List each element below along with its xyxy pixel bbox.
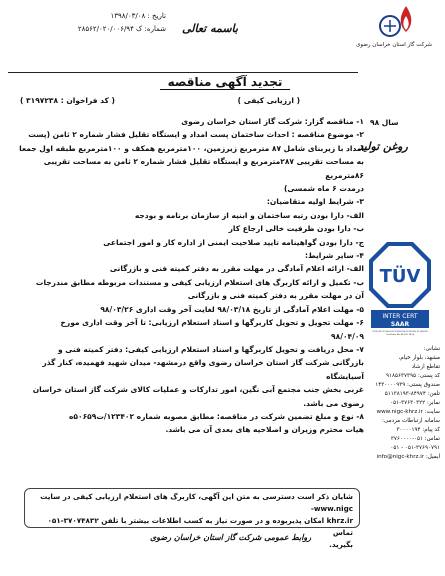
footer-line: بگیرید.	[329, 540, 353, 549]
bismillah: باسمه تعالی	[182, 22, 238, 35]
contact-line: مشهد، بلوار خیام،	[398, 355, 440, 361]
body-line: ۶- مهلت تحویل و تحویل کاربرگها و اسناد استعلام ارزیابی: تا آخر وقت اداری مورخ	[60, 318, 364, 328]
contact-line: نشانی:	[423, 346, 440, 352]
tuv-brand: TÜV	[379, 266, 421, 287]
footer-line: شایان ذکر است دسترسی به متن این آگهی، کاربرگ های استعلام ارزیابی کیفی در سایت www.nigc-	[40, 492, 353, 513]
contact-line: کد پستی: ۹۱۸۵۶۳۷۳۹۵	[386, 373, 440, 379]
body-line: ۸- نوع و مبلغ تضمین شرکت در مناقصه: مطابق مصوبه شماره ۱۲۳۴۰۲/ت۵۰۶۵۹ه	[68, 411, 364, 421]
contact-line[interactable]: ایمیل: info@nigc-khrz.ir	[376, 454, 440, 460]
body-line: رضوی می باشد.	[303, 398, 364, 408]
body-line: ۴- سایر شرایط:	[304, 251, 364, 261]
tuv-certification-badge	[367, 240, 433, 336]
contact-line: تلفن: ۸۴۹۷۴-۵۱۱۳۸۱۹۳	[384, 391, 440, 397]
contact-line: کد پیام: ۳۰۰۰۰۱۹۴	[396, 427, 440, 433]
contact-line[interactable]: سایت: www.nigc-khrz.ir	[376, 409, 440, 415]
body-line: ۱- مناقصه گزار: شرکت گاز استان خراسان رضوی	[181, 117, 364, 126]
tuv-standards: ISO 9001:2015, ISO 14001:2015, ISO 45001:2018, ISO 10002:2014, ISO 10004:2018	[372, 332, 428, 333]
tuv-line1: INTER CERT	[382, 313, 418, 320]
flame-drop-logo-icon	[354, 2, 434, 42]
announcement-body	[18, 115, 364, 437]
company-name: شرکت گاز استان خراسان رضوی	[356, 42, 432, 48]
contact-info	[366, 345, 440, 462]
body-line: درمدت ۶ ماه شمسی)	[283, 184, 364, 194]
side-year: سال ۹۸	[370, 118, 399, 127]
body-line: آن در مهلت مقرر به دفتر کمیته فنی و بازرگانی	[187, 291, 364, 301]
body-line: ب- دارا بودن ظرفیت خالی ارجاع کار	[228, 224, 364, 234]
body-line: الف- دارا بودن رتبه ساختمان و ابنیه از سازمان برنامه و بودجه	[134, 210, 364, 220]
number-line: شماره: ک ۲۸۵۶۲/۰۲۰/۰۰۶/۹۴	[77, 25, 166, 33]
header-meta	[56, 10, 166, 36]
contact-line: ۰۵۱-۳۷۶۹۰۷۹۱ - ۰۵۱	[390, 445, 440, 451]
contact-line: نمابر: ۳۷۶۳۰۳۲۲-۰۵۱	[390, 400, 440, 406]
contact-line: صندوق پستی: ۱۴۳۰۰۰۰۹۳۹	[375, 382, 440, 388]
tuv-cert-no: Certificate No. 44 100 18 00	[385, 334, 415, 336]
evaluation-label: ( ارزیابی کیفی )	[237, 96, 300, 105]
contact-line: سامانه ارتباطات مردمی:	[382, 418, 440, 424]
body-line: ۷- محل دریافت و تحویل کاربرگها و اسناد استعلام ارزیابی کیفی: دفتر کمیته فنی و	[57, 344, 364, 354]
body-line: ج- دارا بودن گواهینامه تایید صلاحیت ایمنی از اداره کار و امور اجتماعی	[103, 237, 364, 247]
side-paper-label: روغن تولید	[358, 140, 408, 153]
body-line: ب- تکمیل و ارائه کاربرگ های استعلام ارزیابی کیفی و مستندات مربوطه مطابق مندرجات	[35, 277, 364, 287]
call-number: ( کد فراخوان : ۳۱۹۷۲۳۸ )	[20, 96, 115, 105]
contact-line: تماس: ۰۵۱-۳۷۶۰۰۰۰	[390, 436, 440, 442]
body-line: ۹۸/۰۴/۰۹	[331, 331, 364, 341]
body-line: ۲- موضوع مناقصه : احداث ساختمان پست امداد و ایستگاه تقلیل فشار شماره ۲ ثامن (پست	[28, 130, 364, 140]
tuv-line2: SAAR	[390, 321, 410, 328]
contact-line: تقاطع ارشاد	[411, 364, 440, 370]
body-line: ۳- شرایط اولیه متقاضیان:	[266, 197, 364, 207]
header-divider	[8, 72, 358, 73]
body-line: به مساحت تقریبی ۲۸۷مترمربع و ایستگاه تقلیل فشار شماره ۲ ثامن به مساحت تقریبی ۸۶مترمربع	[43, 157, 364, 180]
body-line: هیات محترم وزیران و اصلاحیه های بعدی آن می باشد.	[165, 425, 364, 435]
body-line: الف- ارائه اعلام آمادگی در مهلت مقرر به دفتر کمیته فنی و بازرگانی	[109, 264, 364, 274]
body-line: ۵- مهلت اعلام آمادگی از تاریخ ۹۸/۰۳/۱۸ لغایت آخر وقت اداری ۹۸/۰۳/۲۶	[100, 304, 364, 314]
body-line: غربی بخش جنب مجتمع آبی نگین، امور تدارکات و عملیات کالای شرکت گاز استان خراسان	[32, 385, 364, 395]
announcement-title: تجدید آگهی مناقصه	[160, 75, 290, 90]
company-logo	[354, 2, 434, 68]
signature: روابط عمومی شرکت گاز استان خراسان رضوی	[150, 533, 312, 542]
footer-line: khrz.ir امکان پذیربوده و در صورت نیاز به کسب اطلاعات بیشتر با تلفن ۳۷۰۷۴۸۳۲-۰۵۱ تماس	[47, 516, 353, 537]
body-line: امداد با زیربنای شامل ۸۷ مترمربع زیرزمین، ۱۰۰مترمربع همکف و ۱۰۰مترمربع طبقه اول جمعا	[19, 143, 364, 153]
date-line: تاریخ : ۱۳۹۸/۰۳/۰۸	[110, 12, 166, 20]
body-line: بازرگانی شرکت گاز استان خراسان رضوی واقع درمشهد- میدان شهید فهمیده، کنار گذر آسیایشگاه	[42, 358, 364, 381]
